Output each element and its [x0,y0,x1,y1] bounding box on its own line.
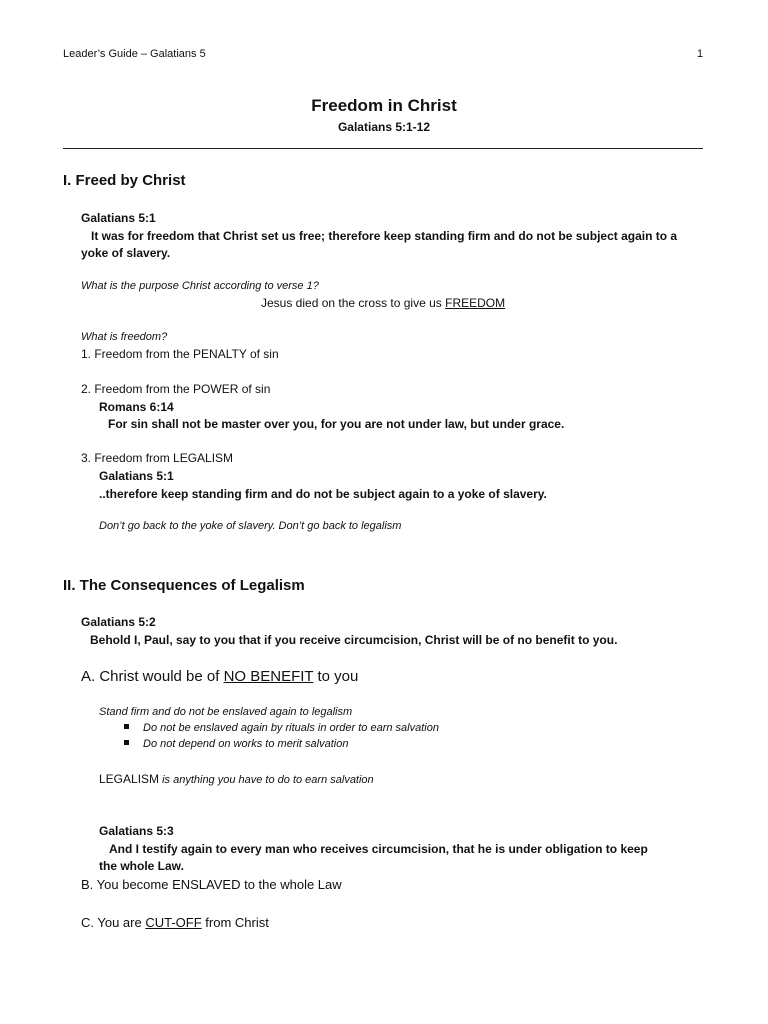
definition: LEGALISM is anything you have to do to earn salvation [99,772,374,786]
answer: Jesus died on the cross to give us FREEDOM [261,296,506,310]
scripture-ref: Galatians 5:1 [99,469,174,483]
point: 1. Freedom from the PENALTY of sin [81,347,279,361]
scripture-verse: It was for freedom that Christ set us free; therefore keep standing firm and do not be subject again to a yoke of slavery. [81,229,678,260]
section-heading-2: II. The Consequences of Legalism [63,577,305,594]
section-heading-1: I. Freed by Christ [63,172,186,189]
point-a-keyword: NO BENEFIT [223,668,314,685]
page-number: 1 [697,48,704,60]
scripture-verse: ..therefore keep standing firm and do not be subject again to a yoke of slavery. [99,487,547,501]
bullet-item: Do not be enslaved again by rituals in order to earn salvation [124,722,439,734]
question: What is freedom? [81,331,168,343]
scripture-ref: Galatians 5:2 [81,615,156,629]
bullet-icon [124,724,129,729]
page-subtitle: Galatians 5:1-12 [337,120,431,134]
running-header: Leader’s Guide – Galatians 5 [63,48,206,60]
point: 3. Freedom from LEGALISM [81,451,234,465]
title-divider [63,148,703,149]
point-c-keyword: CUT-OFF [145,915,202,930]
point: 2. Freedom from the POWER of sin [81,382,271,396]
point-a: A. Christ would be of NO BENEFIT to you [81,668,359,685]
point-c: C. You are CUT-OFF from Christ [81,915,269,930]
scripture-verse: Behold I, Paul, say to you that if you receive circumcision, Christ will be of no benefit to you. [90,633,618,647]
scripture-verse: And I testify again to every man who receives circumcision, that he is under obligation to keep the whole Law. [99,842,648,873]
bullet-item: Do not depend on works to merit salvation [124,738,348,750]
scripture-ref: Galatians 5:3 [99,824,174,838]
note: Don’t go back to the yoke of slavery. Don’t go back to legalism [99,520,402,532]
question: What is the purpose Christ according to verse 1? [81,280,319,292]
note: Stand firm and do not be enslaved again to legalism [99,706,353,718]
page-title: Freedom in Christ [311,96,457,115]
scripture-ref: Romans 6:14 [99,400,174,414]
bullet-icon [124,740,129,745]
scripture-verse: For sin shall not be master over you, for you are not under law, but under grace. [108,417,565,431]
point-b: B. You become ENSLAVED to the whole Law [81,877,342,892]
scripture-ref: Galatians 5:1 [81,211,156,225]
answer-keyword: FREEDOM [445,296,506,310]
